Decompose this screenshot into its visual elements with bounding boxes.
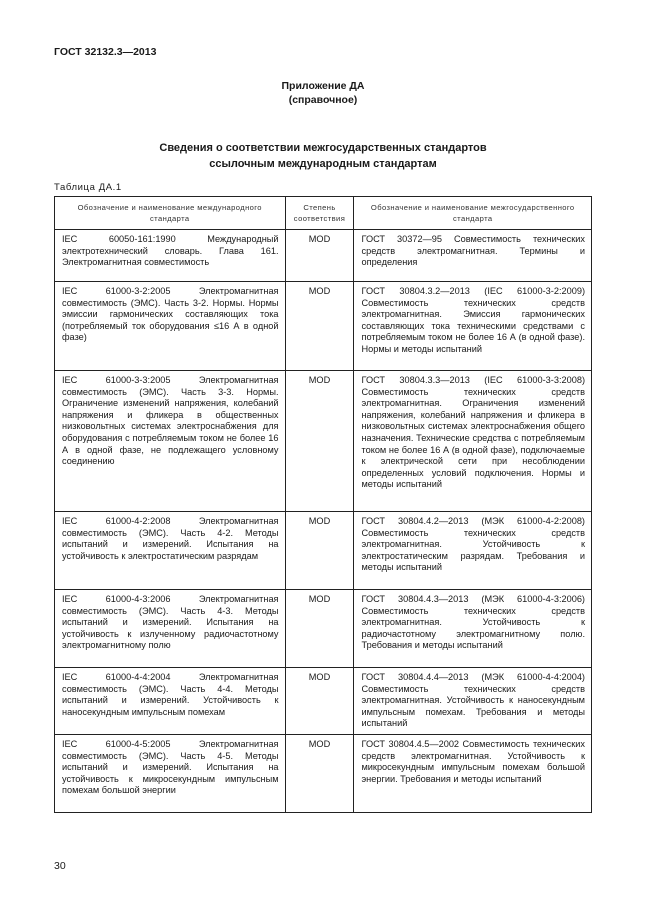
cell-intl-standard: IEC 60050-161:1990 Международный электротехнический словарь. Глава 161. Электромагнитная совместимость [55, 230, 286, 282]
table-row [55, 512, 592, 590]
table-row [55, 735, 592, 813]
cell-intl-standard: IEC 61000-4-4:2004 Электромагнитная совместимость (ЭМС). Часть 4-4. Методы испытаний и измерений. Устойчивость к наносекундным импульсным помехам [55, 668, 286, 735]
cell-intl-standard: IEC 61000-4-2:2008 Электромагнитная совместимость (ЭМС). Часть 4-2. Методы испытаний и измерений. Испытания на устойчивость к электростатическим разрядам [55, 512, 286, 590]
section-title-line-1: Сведения о соответствии межгосударственных стандартов [159, 142, 487, 154]
annex-heading [0, 79, 646, 107]
header-intl-standard: Обозначение и наименование международного стандарта [55, 197, 286, 230]
cell-intl-standard: IEC 61000-3-2:2005 Электромагнитная совместимость (ЭМС). Часть 3-2. Нормы. Нормы эмиссии гармонических составляющих тока (потребляемый ток оборудования ≤16 А в одной фазе) [55, 282, 286, 371]
cell-intl-standard: IEC 61000-3-3:2005 Электромагнитная совместимость (ЭМС). Часть 3-3. Нормы. Ограничение изменений напряжения, колебаний напряжения и фликера в общественных низковольтных системах электроснабжения для оборудования с потребляемым током не более 16 А в одной фазе, не подлежащего условному соединению [55, 371, 286, 512]
table-row [55, 668, 592, 735]
section-title-line-2: ссылочным международным стандартам [209, 158, 437, 170]
document-header: ГОСТ 32132.3—2013 [54, 46, 157, 58]
cell-interstate-standard: ГОСТ 30804.4.5—2002 Совместимость технических средств электромагнитная. Устойчивость к микросекундным импульсным помехам большой энергии. Требования и методы испытаний [354, 735, 592, 813]
cell-interstate-standard: ГОСТ 30804.4.2—2013 (МЭК 61000-4-2:2008) Совместимость технических средств электромагнитная. Устойчивость к электростатическим разрядам. Требования и методы испытаний [354, 512, 592, 590]
cell-interstate-standard: ГОСТ 30804.4.3—2013 (МЭК 61000-4-3:2006) Совместимость технических средств электромагнитная. Устойчивость к радиочастотному электромагнитному полю. Требования и методы испытаний [354, 590, 592, 668]
cell-degree: MOD [285, 590, 354, 668]
cell-degree: MOD [285, 512, 354, 590]
table-row [55, 282, 592, 371]
cell-degree: MOD [285, 735, 354, 813]
annex-subtitle: (справочное) [288, 94, 358, 106]
cell-degree: MOD [285, 668, 354, 735]
cell-degree: MOD [285, 371, 354, 512]
standards-table [54, 196, 592, 813]
cell-interstate-standard: ГОСТ 30804.3.3—2013 (IEC 61000-3-3:2008) Совместимость технических средств электромагнитная. Ограничения изменений напряжения, колебаний напряжения и фликера в низковольтных системах электроснабжения общего назначения. Технические средства с потребляемым током не более 16 А (в одной фазе), подключаемые к электрической сети при несоблюдении определенных условий подключения. Нормы и методы испытаний [354, 371, 592, 512]
table-label: Таблица ДА.1 [54, 182, 122, 193]
table-row [55, 371, 592, 512]
table-row [55, 230, 592, 282]
header-degree: Степень соответствия [285, 197, 354, 230]
cell-interstate-standard: ГОСТ 30804.3.2—2013 (IEC 61000-3-2:2009) Совместимость технических средств электромагнитная. Эмиссия гармонических составляющих тока техническими средствами с потребляемым током не более 16 А (в одной фазе). Нормы и методы испытаний [354, 282, 592, 371]
cell-degree: MOD [285, 282, 354, 371]
section-title [0, 140, 646, 172]
cell-intl-standard: IEC 61000-4-3:2006 Электромагнитная совместимость (ЭМС). Часть 4-3. Методы испытаний и измерений. Испытания на устойчивость к излученному радиочастотному электромагнитному полю [55, 590, 286, 668]
table-row [55, 590, 592, 668]
cell-intl-standard: IEC 61000-4-5:2005 Электромагнитная совместимость (ЭМС). Часть 4-5. Методы испытаний и измерений. Испытания на устойчивость к микросекундным импульсным помехам большой энергии [55, 735, 286, 813]
cell-degree: MOD [285, 230, 354, 282]
header-interstate-standard: Обозначение и наименование межгосударственного стандарта [354, 197, 592, 230]
cell-interstate-standard: ГОСТ 30372—95 Совместимость технических средств электромагнитная. Термины и определения [354, 230, 592, 282]
table-header-row [55, 197, 592, 230]
cell-interstate-standard: ГОСТ 30804.4.4—2013 (МЭК 61000-4-4:2004) Совместимость технических средств электромагнитная. Устойчивость к наносекундным импульсным помехам. Требования и методы испытаний [354, 668, 592, 735]
annex-title: Приложение ДА [281, 80, 365, 92]
page-number: 30 [54, 860, 66, 872]
